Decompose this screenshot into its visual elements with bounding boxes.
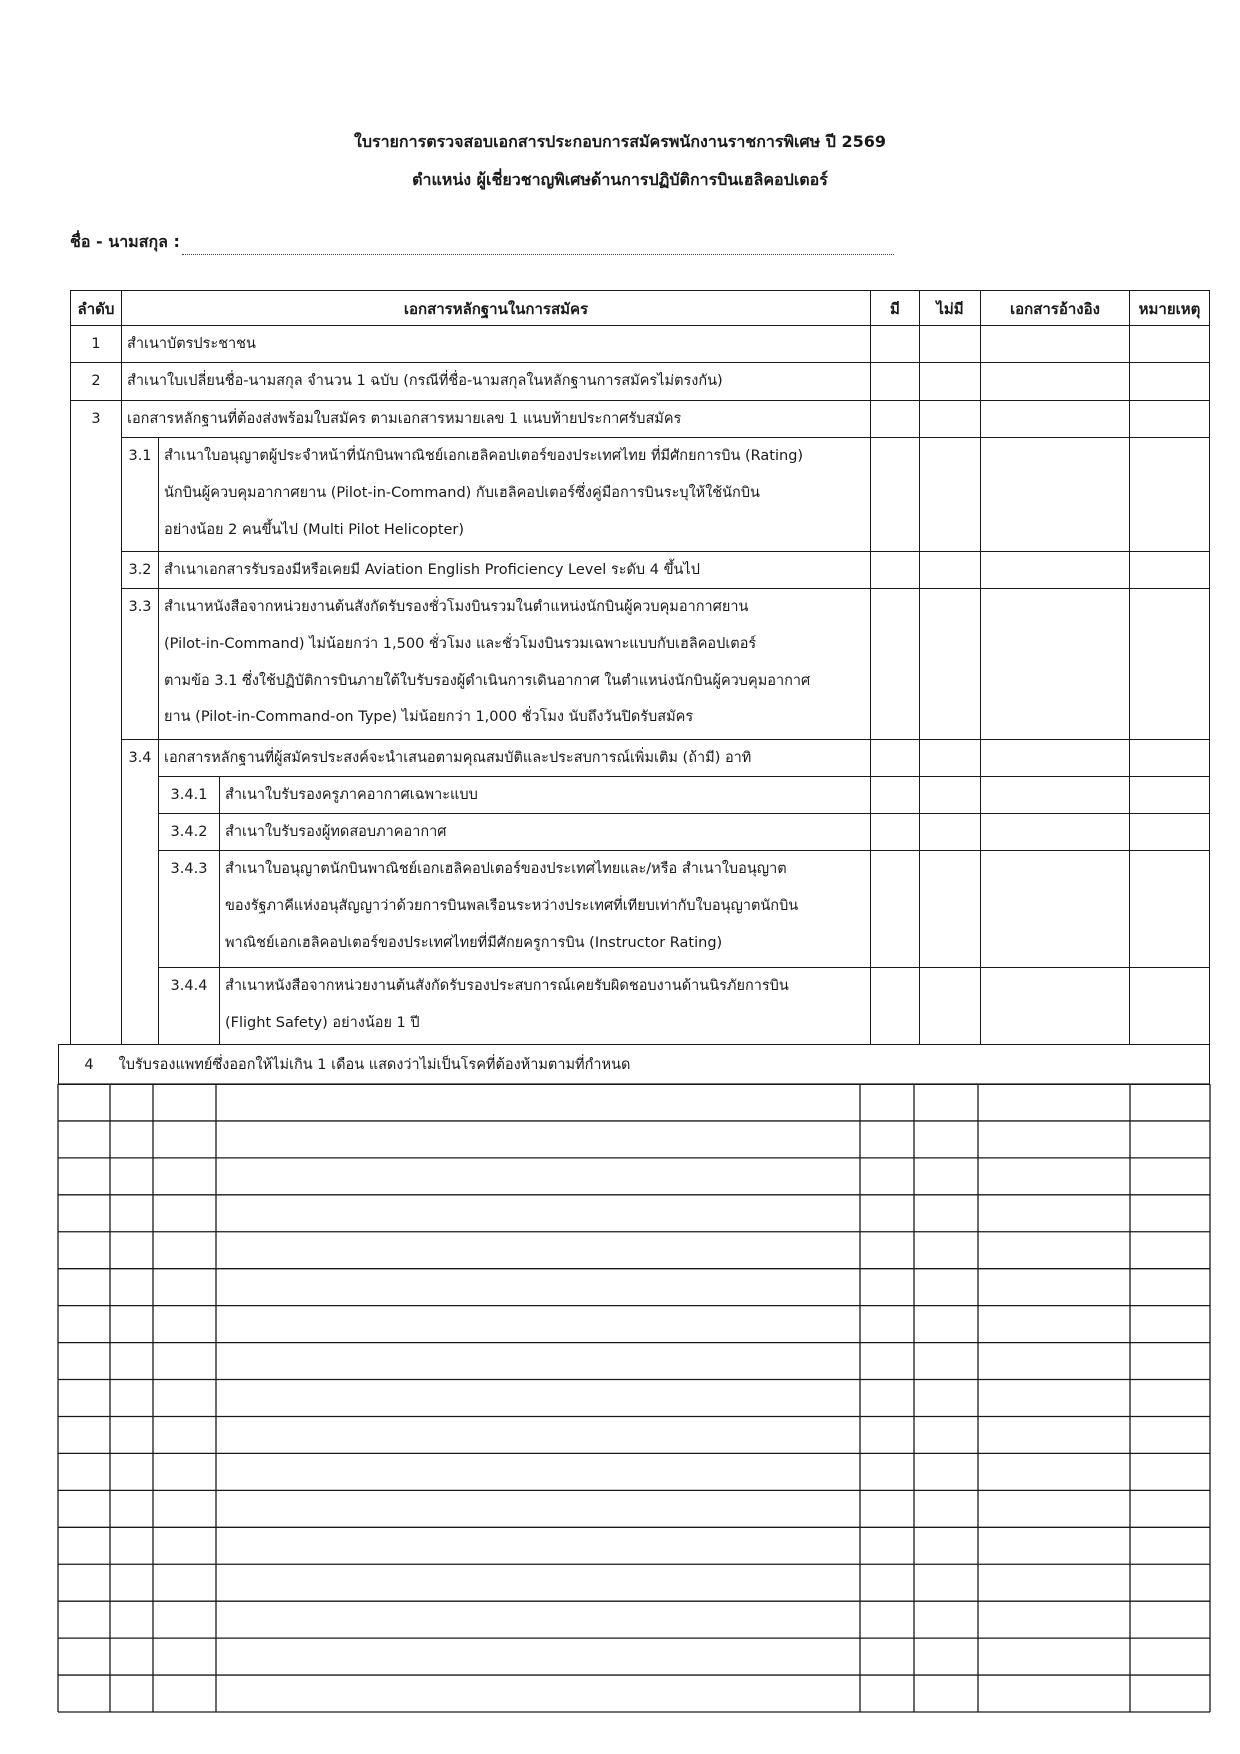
row-number: 2 [70,362,122,401]
have-cell[interactable] [870,776,920,814]
row-number: 3.4.2 [158,813,220,851]
reference-cell[interactable] [980,776,1130,814]
not-have-cell[interactable] [919,437,981,552]
row-text [219,850,871,968]
text-line: ตามข้อ 3.1 ซึ่งใช้ปฏิบัติการบินภายใต้ใบรับรองผู้ดำเนินการเดินอากาศ ในตำแหน่งนักบินผู้ควบคุมอากาศ [164,672,811,689]
remark-cell[interactable] [1129,588,1210,740]
remark-cell[interactable] [1129,400,1210,438]
remark-cell[interactable] [1129,325,1210,363]
text-line: ยาน (Pilot-in-Command-on Type) ไม่น้อยกว่า 1,000 ชั่วโมง นับถึงวันปิดรับสมัคร [164,709,694,726]
have-cell[interactable] [870,437,920,552]
row-number: 3.4.4 [158,967,220,1045]
row-text: ใบรับรองแพทย์ซึ่งออกให้ไม่เกิน 1 เดือน แสดงว่าไม่เป็นโรคที่ต้องห้ามตามที่กำหนด [118,1057,631,1073]
header-reference: เอกสารอ้างอิง [980,290,1130,326]
row-number: 3.4.3 [158,850,220,968]
text-line: สำเนาหนังสือจากหน่วยงานต้นสังกัดรับรองประสบการณ์เคยรับผิดชอบงานด้านนิรภัยการบิน [225,978,789,994]
not-have-cell[interactable] [919,813,981,851]
remark-cell[interactable] [1129,551,1210,589]
remark-cell[interactable] [1129,362,1210,401]
not-have-cell[interactable] [919,739,981,777]
header-have: มี [870,290,920,326]
row-text [158,437,871,552]
not-have-cell[interactable] [919,588,981,740]
row-text: เอกสารหลักฐานที่ผู้สมัครประสงค์จะนำเสนอตามคุณสมบัติและประสบการณ์เพิ่มเติม (ถ้ามี) อาทิ [158,739,871,777]
have-cell[interactable] [870,551,920,589]
not-have-cell[interactable] [919,850,981,968]
name-label: ชื่อ - นามสกุล : [70,232,180,251]
text-line: สำเนาใบอนุญาตนักบินพาณิชย์เอกเฮลิคอปเตอร์ของประเทศไทยและ/หรือ สำเนาใบอนุญาต [225,861,787,877]
have-cell[interactable] [870,400,920,438]
row-text [158,588,871,740]
text-line: ของรัฐภาคีแห่งอนุสัญญาว่าด้วยการบินพลเรือนระหว่างประเทศที่เทียบเท่ากับใบอนุญาตนักบิน [225,897,799,914]
row-text: สำเนาใบรับรองครูภาคอากาศเฉพาะแบบ [219,776,871,814]
remark-cell[interactable] [1129,776,1210,814]
row-number: 3.4 [121,739,159,1045]
not-have-cell[interactable] [919,551,981,589]
text-line: (Flight Safety) อย่างน้อย 1 ปี [225,1014,420,1031]
name-input-line[interactable] [182,254,894,255]
text-line: (Pilot-in-Command) ไม่น้อยกว่า 1,500 ชั่วโมง และชั่วโมงบินรวมเฉพาะแบบกับเฮลิคอปเตอร์ [164,635,757,652]
remark-cell[interactable] [1129,739,1210,777]
have-cell[interactable] [870,813,920,851]
have-cell[interactable] [870,967,920,1045]
text-line: สำเนาหนังสือจากหน่วยงานต้นสังกัดรับรองชั่วโมงบินรวมในตำแหน่งนักบินผู้ควบคุมอากาศยาน [164,599,749,615]
remark-cell[interactable] [1129,850,1210,968]
have-cell[interactable] [870,588,920,740]
reference-cell[interactable] [980,325,1130,363]
reference-cell[interactable] [980,588,1130,740]
form-title: ใบรายการตรวจสอบเอกสารประกอบการสมัครพนักงานราชการพิเศษ ปี 2569 [354,132,886,151]
not-have-cell[interactable] [919,400,981,438]
form-position: ตำแหน่ง ผู้เชี่ยวชาญพิเศษด้านการปฏิบัติการบินเฮลิคอปเตอร์ [412,170,828,189]
have-cell[interactable] [870,739,920,777]
not-have-cell[interactable] [919,362,981,401]
reference-cell[interactable] [980,967,1130,1045]
row-text [219,967,871,1045]
row-text: สำเนาเอกสารรับรองมีหรือเคยมี Aviation English Proficiency Level ระดับ 4 ขึ้นไป [158,551,871,589]
text-line: สำเนาใบอนุญาตผู้ประจำหน้าที่นักบินพาณิชย์เอกเฮลิคอปเตอร์ของประเทศไทย ที่มีศักยการบิน (Rating) [164,448,804,464]
table-row [58,1044,1210,1085]
not-have-cell[interactable] [919,967,981,1045]
header-document: เอกสารหลักฐานในการสมัคร [121,290,871,326]
header-no: ลำดับ [70,290,122,326]
reference-cell[interactable] [980,850,1130,968]
have-cell[interactable] [870,325,920,363]
row-text: สำเนาบัตรประชาชน [121,325,871,363]
reference-cell[interactable] [980,362,1130,401]
remark-cell[interactable] [1129,813,1210,851]
row-text: สำเนาใบรับรองผู้ทดสอบภาคอากาศ [219,813,871,851]
text-line: อย่างน้อย 2 คนขึ้นไป (Multi Pilot Helicopter) [164,521,465,538]
row-number: 3 [70,400,122,1045]
text-line: นักบินผู้ควบคุมอากาศยาน (Pilot-in-Command) กับเฮลิคอปเตอร์ซึ่งคู่มือการบินระบุให้ใช้นักบิน [164,484,760,501]
header-remark: หมายเหตุ [1129,290,1210,326]
row-text: เอกสารหลักฐานที่ต้องส่งพร้อมใบสมัคร ตามเอกสารหมายเลข 1 แนบท้ายประกาศรับสมัคร [121,400,871,438]
have-cell[interactable] [870,850,920,968]
row-number: 1 [70,325,122,363]
row-number: 3.4.1 [158,776,220,814]
not-have-cell[interactable] [919,776,981,814]
remark-cell[interactable] [1129,437,1210,552]
row-number: 3.1 [121,437,159,552]
header-not-have: ไม่มี [919,290,981,326]
have-cell[interactable] [870,362,920,401]
row-number: 3.3 [121,588,159,740]
reference-cell[interactable] [980,813,1130,851]
reference-cell[interactable] [980,400,1130,438]
not-have-cell[interactable] [919,325,981,363]
reference-cell[interactable] [980,437,1130,552]
row-number: 3.2 [121,551,159,589]
remark-cell[interactable] [1129,967,1210,1045]
row-number: 4 [84,1057,94,1073]
reference-cell[interactable] [980,551,1130,589]
reference-cell[interactable] [980,739,1130,777]
text-line: พาณิชย์เอกเฮลิคอปเตอร์ของประเทศไทยที่มีศักยครูการบิน (Instructor Rating) [225,934,723,951]
row-text: สำเนาใบเปลี่ยนชื่อ-นามสกุล จำนวน 1 ฉบับ (กรณีที่ชื่อ-นามสกุลในหลักฐานการสมัครไม่ตรงกัน) [121,362,871,401]
